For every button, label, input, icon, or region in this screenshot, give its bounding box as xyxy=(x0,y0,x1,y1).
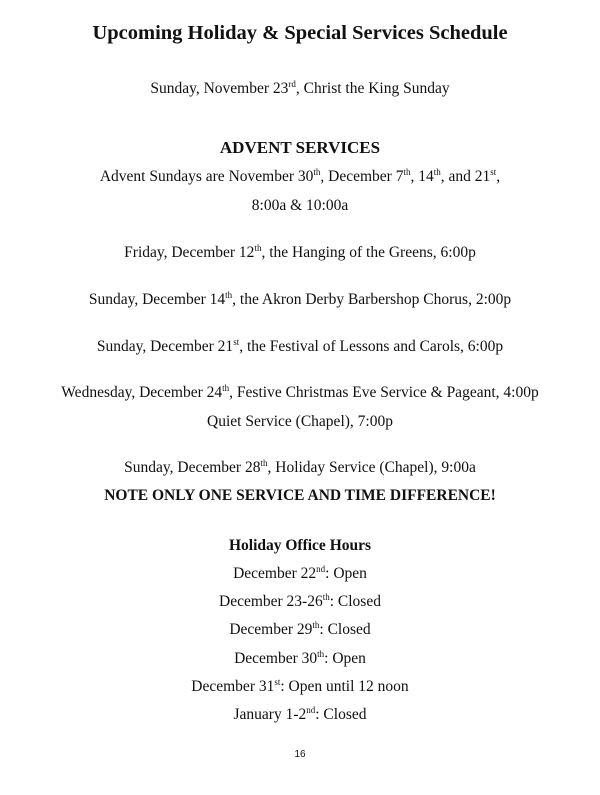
quiet-service-line: Quiet Service (Chapel), 7:00p xyxy=(207,413,393,430)
page-title: Upcoming Holiday & Special Services Schedule xyxy=(92,22,508,44)
advent-times-line: 8:00a & 10:00a xyxy=(251,197,349,214)
barbershop-chorus-line: Sunday, December 14th, the Akron Derby Barbershop Chorus, 2:00p xyxy=(88,290,512,308)
office-hours-item: December 30th: Open xyxy=(234,649,366,667)
office-hours-heading: Holiday Office Hours xyxy=(228,537,372,554)
advent-heading: ADVENT SERVICES xyxy=(219,138,381,157)
service-note: NOTE ONLY ONE SERVICE AND TIME DIFFERENCE! xyxy=(104,487,496,504)
holiday-service-line: Sunday, December 28th, Holiday Service (Chapel), 9:00a xyxy=(124,458,476,476)
advent-sundays-line: Advent Sundays are November 30th, December 7th, 14th, and 21st, xyxy=(99,167,501,185)
office-hours-item: January 1-2nd: Closed xyxy=(233,705,367,723)
hanging-of-greens-line: Friday, December 12th, the Hanging of the Greens, 6:00p xyxy=(124,243,476,261)
office-hours-item: December 31st: Open until 12 noon xyxy=(191,677,409,695)
office-hours-item: December 29th: Closed xyxy=(229,620,371,638)
christ-the-king-line: Sunday, November 23rd, Christ the King Sunday xyxy=(150,79,450,97)
christmas-eve-line: Wednesday, December 24th, Festive Christmas Eve Service & Pageant, 4:00p xyxy=(61,383,539,401)
office-hours-item: December 23-26th: Closed xyxy=(219,592,381,610)
lessons-carols-line: Sunday, December 21st, the Festival of Lessons and Carols, 6:00p xyxy=(96,337,504,355)
office-hours-item: December 22nd: Open xyxy=(233,564,367,582)
page-number: 16 xyxy=(294,749,306,760)
